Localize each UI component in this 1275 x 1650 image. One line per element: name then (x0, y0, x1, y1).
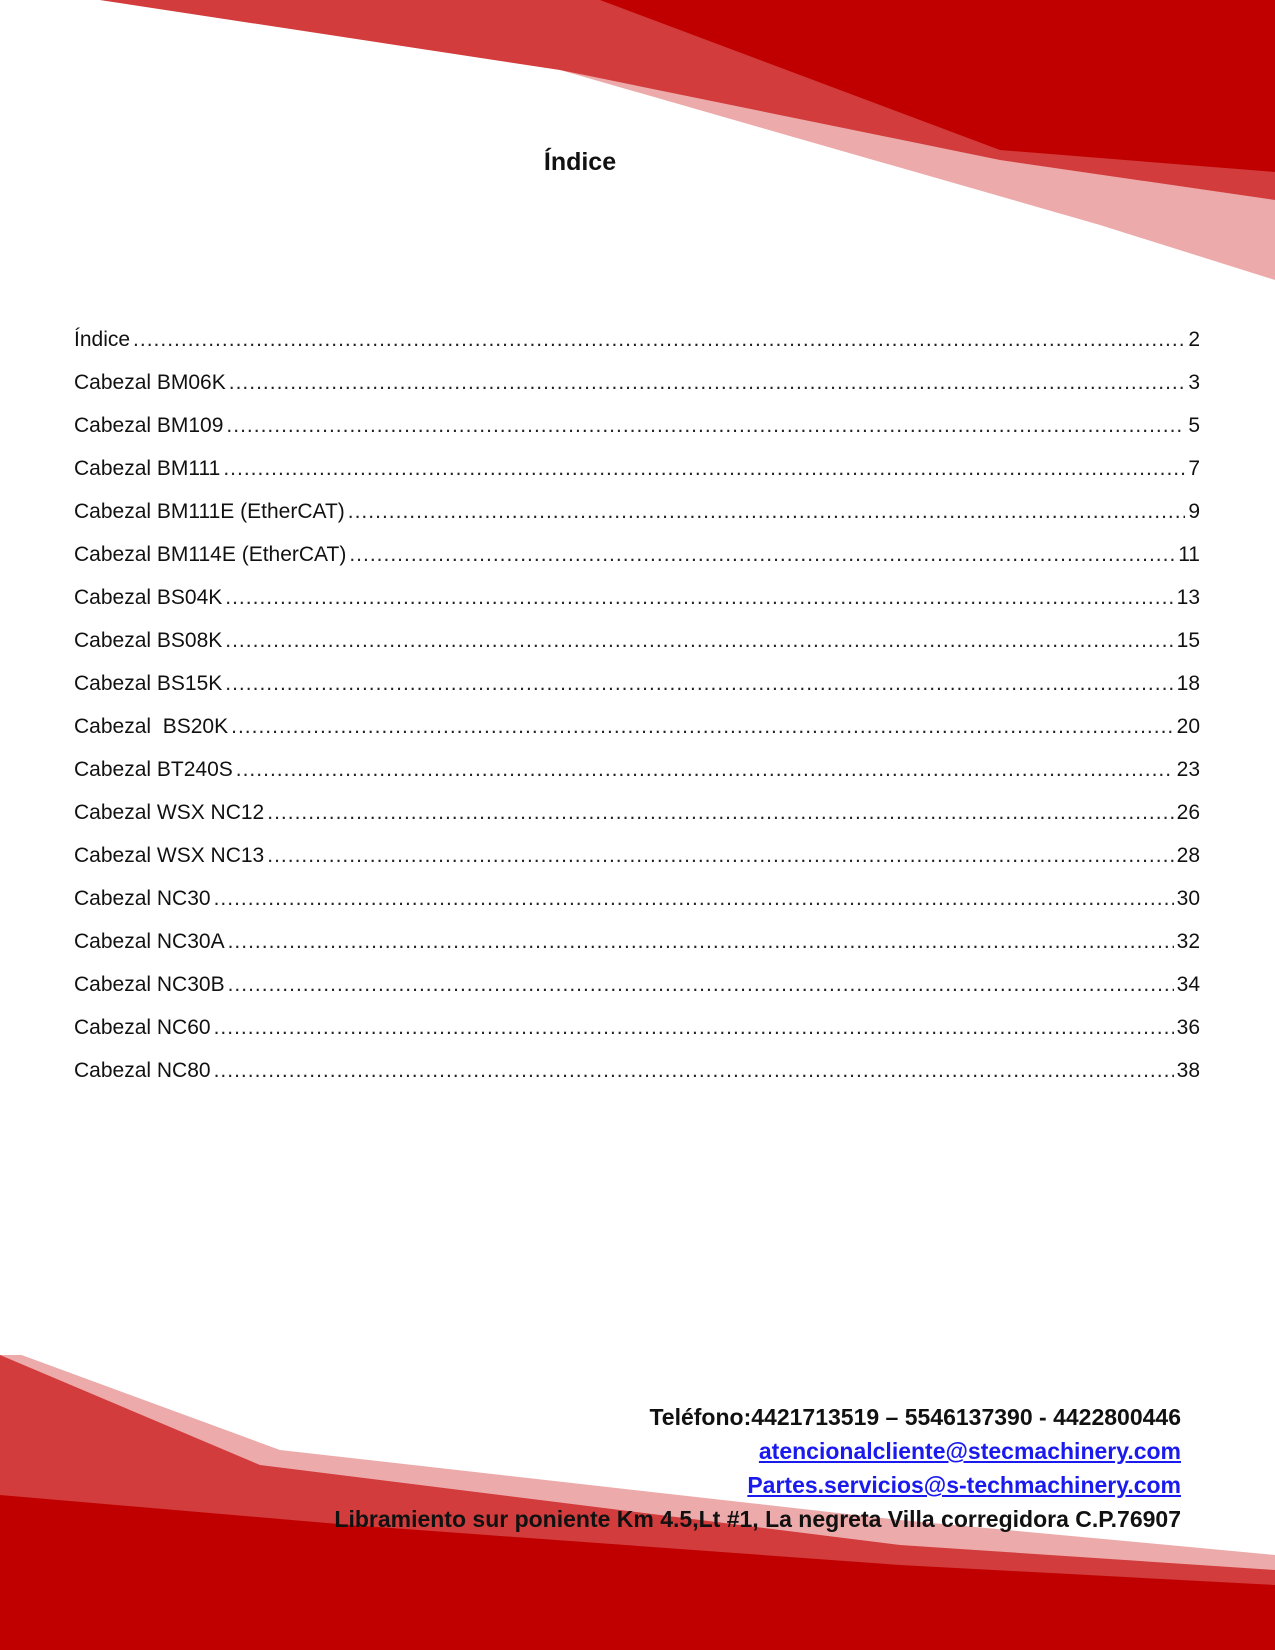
toc-leader-dots (214, 1049, 1174, 1092)
toc-entry[interactable] (74, 361, 1200, 404)
toc-entry-label: Cabezal NC30A (74, 930, 225, 953)
toc-entry-page: 34 (1176, 973, 1200, 996)
toc-entry[interactable] (74, 920, 1200, 963)
toc-leader-dots (225, 619, 1173, 662)
toc-entry-page: 15 (1176, 629, 1200, 652)
toc-entry-label: Cabezal BS15K (74, 672, 223, 695)
toc-entry[interactable] (74, 576, 1200, 619)
toc-entry-page: 30 (1176, 887, 1200, 910)
toc-entry-label: Cabezal BM111E (EtherCAT) (74, 500, 345, 523)
customer-service-email-link[interactable]: atencionalcliente@stecmachinery.com (758, 1438, 1181, 1464)
toc-entry-page: 20 (1176, 715, 1200, 738)
toc-entry[interactable] (74, 662, 1200, 705)
toc-entry[interactable] (74, 748, 1200, 791)
toc-entry-label: Cabezal WSX NC13 (74, 844, 265, 867)
toc-entry[interactable] (74, 791, 1200, 834)
toc-leader-dots (267, 791, 1173, 834)
toc-leader-dots (236, 748, 1174, 791)
toc-entry-page: 23 (1176, 758, 1200, 781)
toc-leader-dots (226, 404, 1185, 447)
toc-entry[interactable] (74, 447, 1200, 490)
toc-leader-dots (231, 705, 1174, 748)
toc-leader-dots (228, 920, 1174, 963)
toc-entry-page: 13 (1176, 586, 1200, 609)
toc-entry-page: 28 (1176, 844, 1200, 867)
toc-entry-label: Cabezal NC30B (74, 973, 225, 996)
toc-entry-label: Cabezal BM109 (74, 414, 224, 437)
header-decoration (0, 0, 1275, 280)
page-title: Índice (543, 148, 617, 176)
toc-entry-label: Cabezal BM111 (74, 457, 221, 480)
toc-leader-dots (229, 361, 1186, 404)
toc-entry-label: Cabezal BS04K (74, 586, 223, 609)
toc-entry[interactable] (74, 619, 1200, 662)
toc-entry-page: 7 (1188, 457, 1200, 480)
toc-entry-page: 5 (1188, 414, 1200, 437)
toc-entry-page: 3 (1188, 371, 1200, 394)
toc-leader-dots (267, 834, 1173, 877)
toc-leader-dots (225, 576, 1173, 619)
toc-entry[interactable] (74, 1049, 1200, 1092)
toc-leader-dots (214, 1006, 1174, 1049)
toc-entry[interactable] (74, 834, 1200, 877)
toc-entry-label: Índice (74, 328, 131, 351)
toc-entry-label: Cabezal BT240S (74, 758, 233, 781)
toc-leader-dots (228, 963, 1174, 1006)
contact-footer (181, 1400, 1181, 1536)
toc-entry-page: 18 (1176, 672, 1200, 695)
table-of-contents (74, 318, 1200, 1092)
toc-entry-label: Cabezal BM06K (74, 371, 226, 394)
toc-entry[interactable] (74, 963, 1200, 1006)
toc-entry-page: 9 (1188, 500, 1200, 523)
toc-entry-label: Cabezal NC30 (74, 887, 211, 910)
toc-entry-page: 38 (1176, 1059, 1200, 1082)
toc-entry[interactable] (74, 1006, 1200, 1049)
toc-leader-dots (214, 877, 1174, 920)
toc-entry-label: Cabezal BS08K (74, 629, 223, 652)
toc-entry-label: Cabezal BS20K (74, 715, 229, 738)
toc-entry[interactable] (74, 705, 1200, 748)
toc-entry[interactable] (74, 877, 1200, 920)
parts-service-email-link[interactable]: Partes.servicios@s-techmachinery.com (747, 1472, 1181, 1498)
toc-entry-page: 11 (1178, 543, 1200, 566)
toc-entry-page: 2 (1188, 328, 1200, 351)
toc-entry[interactable] (74, 490, 1200, 533)
toc-entry-label: Cabezal NC80 (74, 1059, 211, 1082)
toc-entry-label: Cabezal NC60 (74, 1016, 211, 1039)
toc-entry[interactable] (74, 404, 1200, 447)
toc-entry[interactable] (74, 318, 1200, 361)
toc-entry-label: Cabezal WSX NC12 (74, 801, 265, 824)
toc-entry-page: 26 (1176, 801, 1200, 824)
address: Libramiento sur poniente Km 4.5,Lt #1, La negreta Villa corregidora C.P.76907 (334, 1506, 1181, 1532)
toc-entry-page: 36 (1176, 1016, 1200, 1039)
phone-numbers: Teléfono:4421713519 – 5546137390 - 4422800446 (649, 1404, 1181, 1430)
toc-leader-dots (349, 533, 1175, 576)
toc-entry-label: Cabezal BM114E (EtherCAT) (74, 543, 347, 566)
toc-leader-dots (225, 662, 1173, 705)
toc-entry[interactable] (74, 533, 1200, 576)
toc-entry-page: 32 (1176, 930, 1200, 953)
toc-leader-dots (348, 490, 1186, 533)
toc-leader-dots (223, 447, 1185, 490)
toc-leader-dots (133, 318, 1185, 361)
